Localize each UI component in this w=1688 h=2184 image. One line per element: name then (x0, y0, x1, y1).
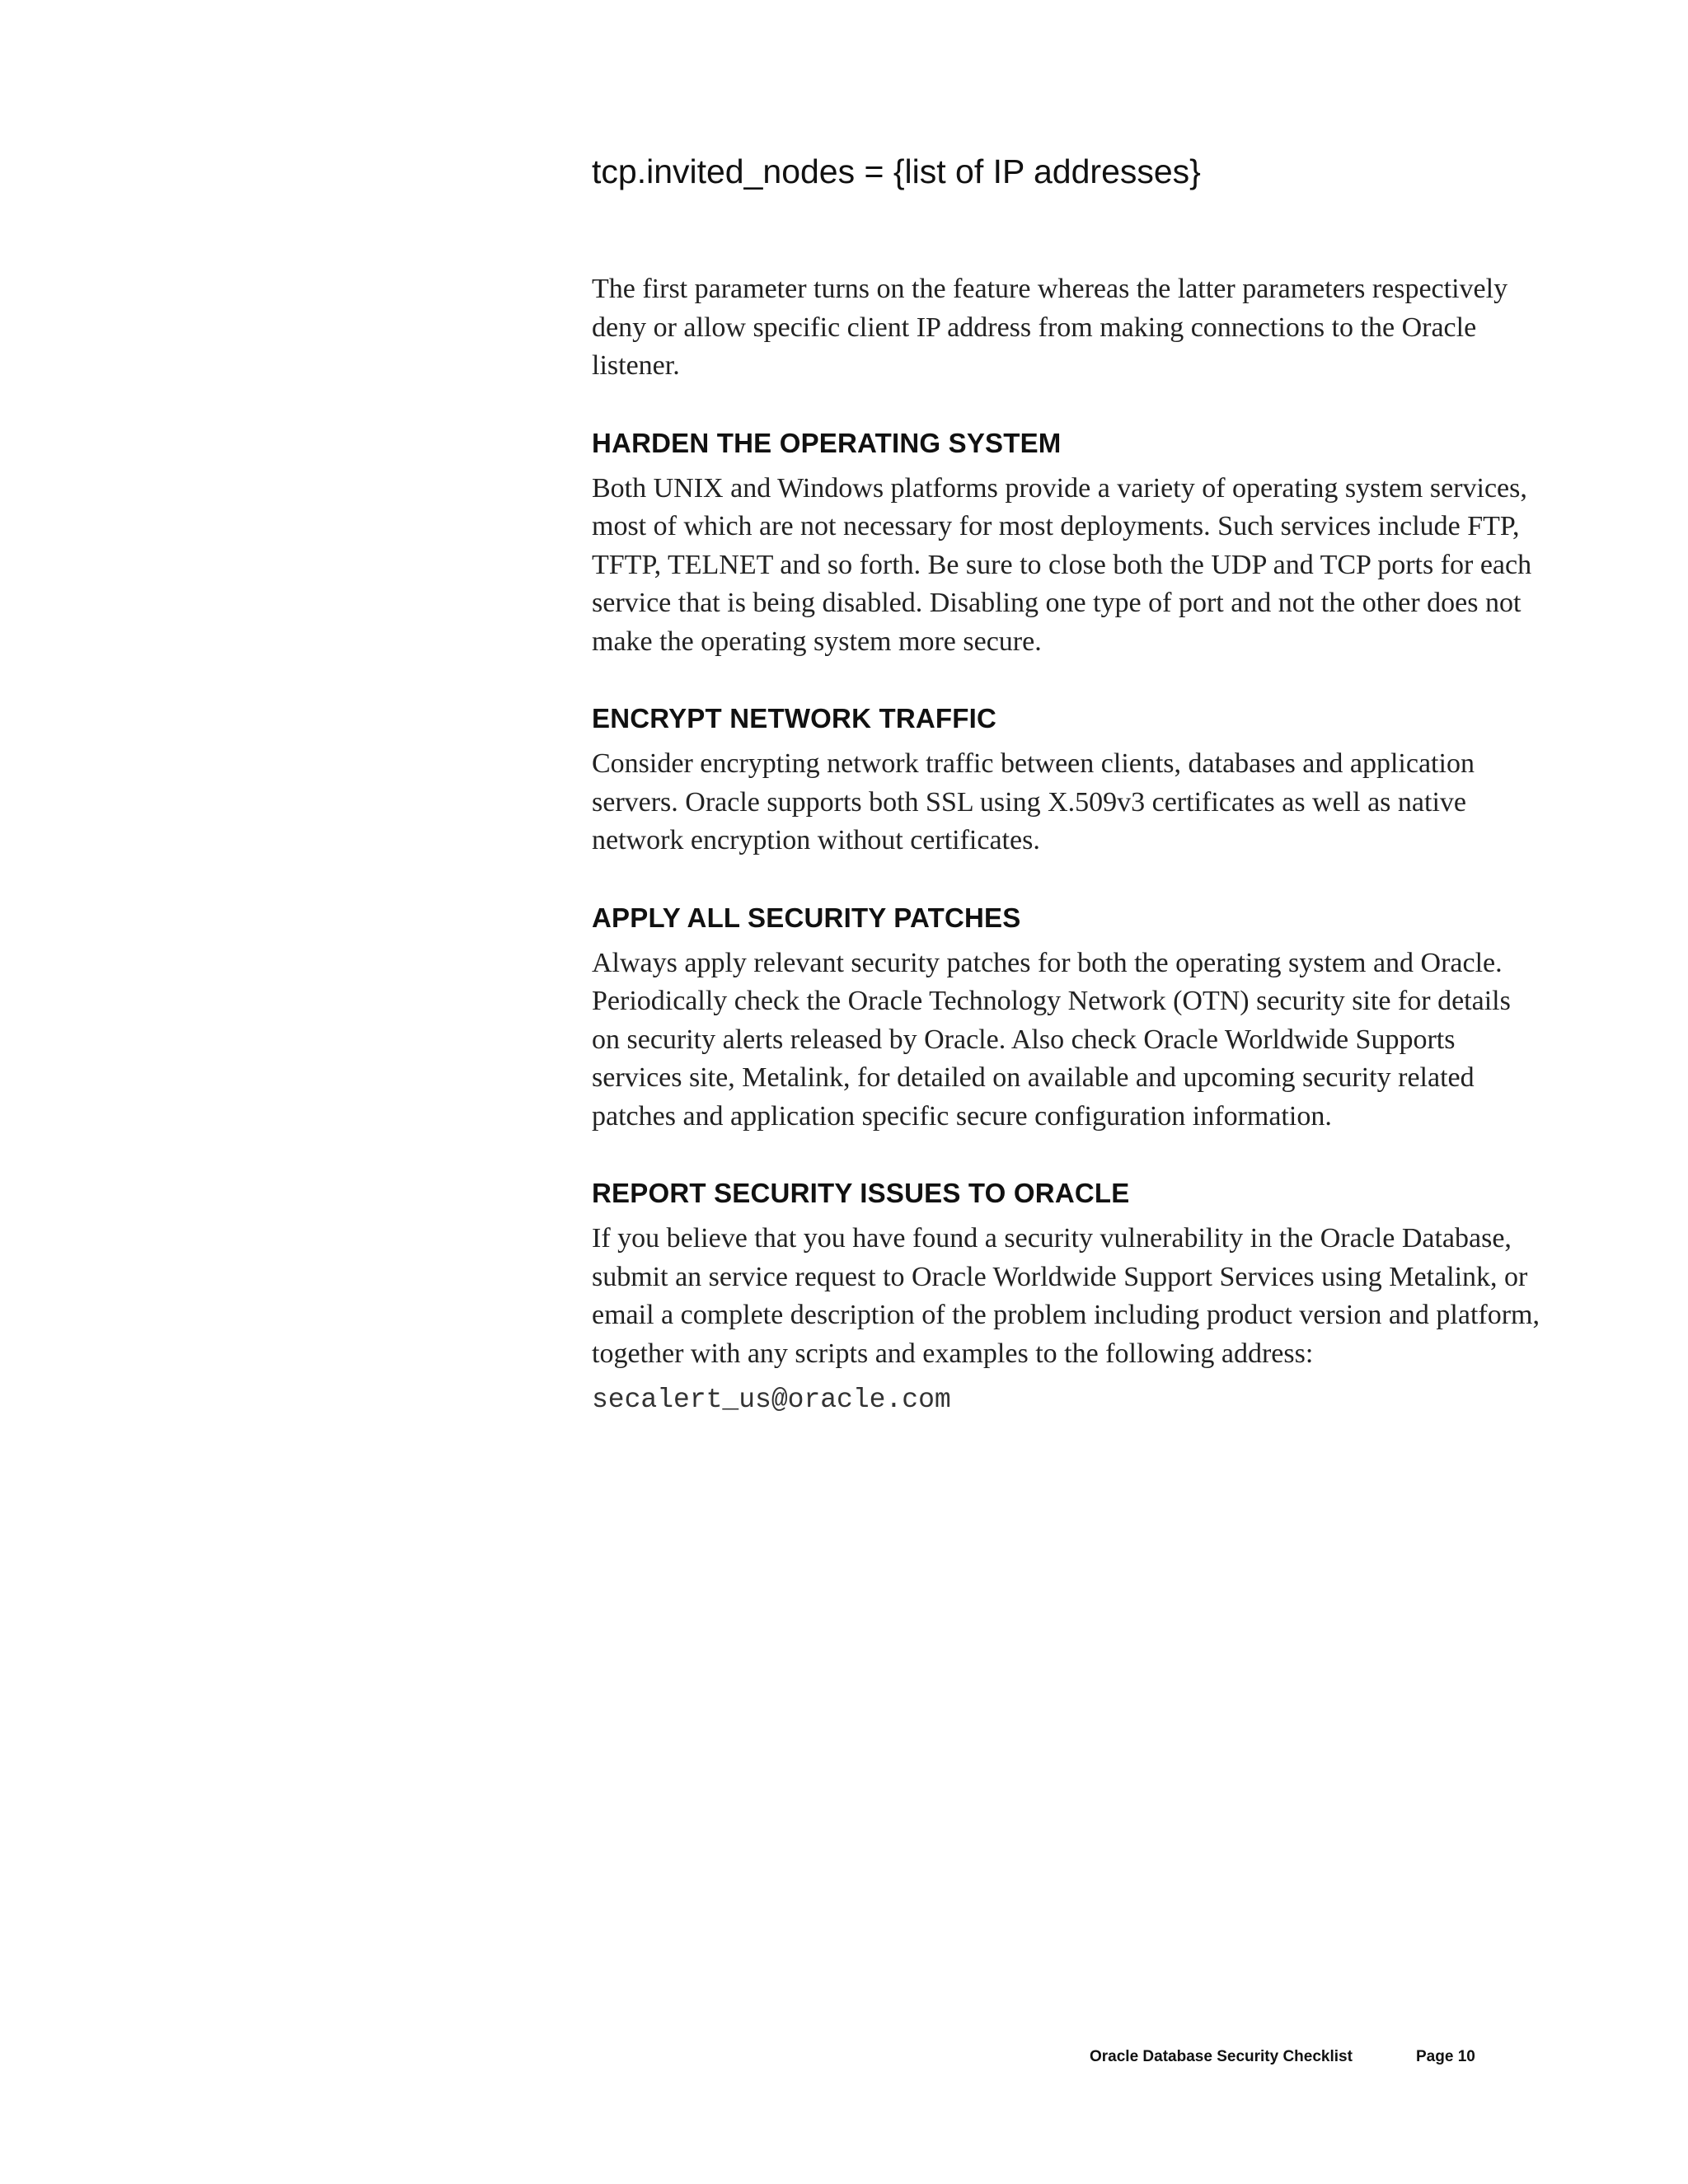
section-body-encrypt-traffic: Consider encrypting network traffic between clients, databases and application servers. Oracle supports both SSL using X.509v3 certificates as well as native network encryption without certificates. (592, 748, 1475, 855)
page-content (592, 147, 1540, 1419)
intro-paragraph: The first parameter turns on the feature whereas the latter parameters respectively deny or allow specific client IP address from making connections to the Oracle listener. (592, 274, 1508, 381)
section-body-harden-os: Both UNIX and Windows platforms provide a variety of operating system services, most of which are not necessary for most deployments. Such services include FTP, TFTP, TELNET and so forth. Be sure to close both the UDP and TCP ports for each service that is being disabled. Disabling one type of port and not the other does not make the operating system more secure. (592, 472, 1532, 657)
section-heading-encrypt-traffic: ENCRYPT NETWORK TRAFFIC (592, 703, 997, 733)
section-heading-harden-os: HARDEN THE OPERATING SYSTEM (592, 427, 1062, 458)
footer-page-number: Page 10 (1416, 2048, 1475, 2065)
footer-doc-title: Oracle Database Security Checklist (1090, 2048, 1353, 2065)
section-heading-report-issues: REPORT SECURITY ISSUES TO ORACLE (592, 1178, 1130, 1208)
code-line: tcp.invited_nodes = {list of IP addresses} (592, 152, 1201, 190)
section-body-report-issues: If you believe that you have found a security vulnerability in the Oracle Database, submit an service request to Oracle Worldwide Support Services using Metalink, or email a complete description of the problem including product version and platform, together with any scripts and examples to the following address: (592, 1223, 1540, 1369)
section-heading-apply-patches: APPLY ALL SECURITY PATCHES (592, 902, 1021, 933)
section-body-apply-patches: Always apply relevant security patches for both the operating system and Oracle. Periodically check the Oracle Technology Network (OTN) security site for details on security alerts released by Oracle. Also check Oracle Worldwide Supports services site, Metalink, for detailed on available and upcoming security related patches and application specific secure configuration information. (592, 947, 1511, 1132)
security-email-address: secalert_us@oracle.com (592, 1385, 951, 1415)
page-footer (1090, 2048, 1475, 2066)
